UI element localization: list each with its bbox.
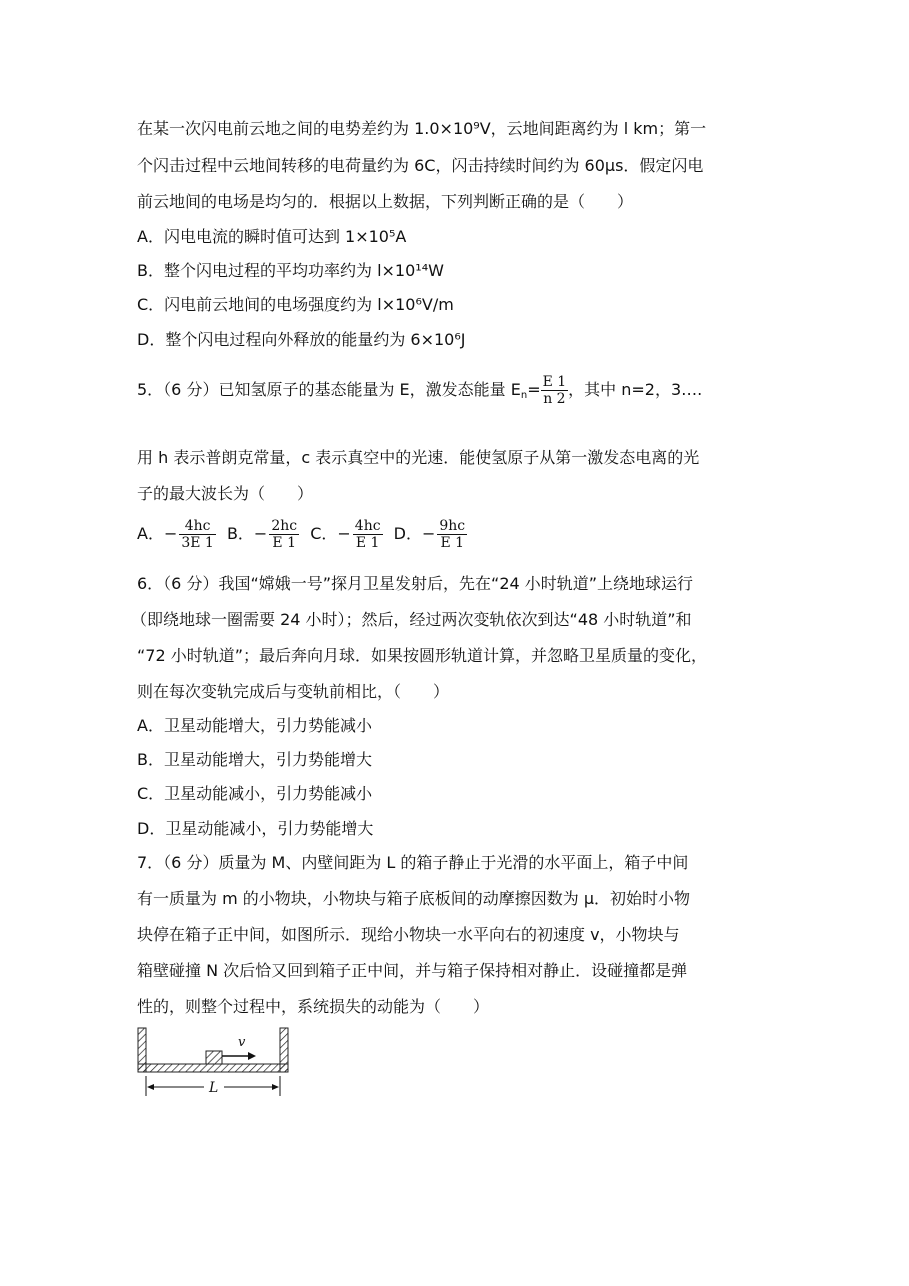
velocity-arrow-head [248, 1052, 256, 1060]
q5-option-b-num: 2hc [271, 518, 298, 534]
q5-option-d [393, 518, 468, 551]
q5-stem-line-3: 子的最大波长为（ ） [137, 484, 314, 503]
q5-option-a-num: 4hc [179, 518, 215, 535]
q5-stem-text-b: ，其中 n=2，3…. [568, 380, 703, 399]
q5-en-equals: = [527, 380, 541, 399]
q6-stem-line-2: （即绕地球一圈需要 24 小时）；然后，经过两次变轨依次到达“48 小时轨道”和 [131, 610, 692, 629]
velocity-label: v [238, 1035, 246, 1050]
q7-stem-line-1: 7．（6 分）质量为 M、内壁间距为 L 的箱子静止于光滑的水平面上，箱子中间 [137, 853, 689, 872]
q5-option-d-den: E 1 [440, 535, 465, 551]
q4-option-d: D．整个闪电过程向外释放的能量约为 6×10⁶J [137, 330, 466, 349]
q6-stem-line-3: “72 小时轨道”；最后奔向月球．如果按圆形轨道计算，并忽略卫星质量的变化， [137, 646, 708, 665]
q5-option-c-fraction [353, 518, 383, 551]
q7-stem-line-3: 块停在箱子正中间，如图所示．现给小物块一水平向右的初速度 v，小物块与 [137, 925, 680, 944]
q5-option-c-den: E 1 [355, 535, 380, 551]
q5-stem-text-a: 5．（6 分）已知氢原子的基态能量为 E，激发态能量 E [137, 380, 521, 399]
q6-option-a: A．卫星动能增大，引力势能减小 [137, 716, 372, 735]
q4-option-c: C．闪电前云地间的电场强度约为 l×10⁶V/m [137, 295, 454, 314]
q5-en-numerator: E 1 [542, 374, 567, 390]
q6-option-b: B．卫星动能增大，引力势能增大 [137, 750, 372, 769]
small-block [206, 1051, 222, 1064]
q5-option-b-fraction [269, 518, 299, 551]
q4-option-a: A．闪电电流的瞬时值可达到 1×10⁵A [137, 227, 407, 246]
q5-option-d-label: D． [393, 524, 422, 543]
box-floor [138, 1064, 288, 1072]
q7-stem-line-2: 有一质量为 m 的小物块，小物块与箱子底板间的动摩擦因数为 μ．初始时小物 [137, 889, 691, 908]
q5-option-b-sign: − [253, 524, 268, 543]
q6-option-d: D．卫星动能减小，引力势能增大 [137, 819, 374, 838]
q5-stem-line-1 [137, 372, 702, 414]
q5-stem-line-2: 用 h 表示普朗克常量，c 表示真空中的光速．能使氢原子从第一激发态电离的光 [137, 448, 700, 467]
q5-option-d-fraction [437, 518, 467, 551]
q5-en-fraction [541, 374, 569, 407]
q5-option-a-label: A． [137, 524, 164, 543]
dim-arrow-right [272, 1084, 279, 1090]
q5-en-subscript: n [520, 390, 528, 401]
q6-stem-line-1: 6．（6 分）我国“嫦娥一号”探月卫星发射后，先在“24 小时轨道”上绕地球运行 [137, 574, 694, 593]
q5-option-a-fraction [179, 518, 215, 551]
q5-option-d-num: 9hc [439, 518, 466, 534]
q5-option-a [137, 518, 216, 551]
q5-option-b-den: E 1 [272, 535, 296, 551]
q5-option-c-num: 4hc [354, 518, 381, 534]
length-label: L [209, 1080, 219, 1096]
q6-option-c: C．卫星动能减小，引力势能减小 [137, 784, 373, 803]
q4-option-b: B．整个闪电过程的平均功率约为 l×10¹⁴W [137, 261, 444, 280]
q5-option-a-den: 3E 1 [181, 535, 214, 551]
q7-stem-line-4: 箱壁碰撞 N 次后恰又回到箱子正中间，并与箱子保持相对静止．设碰撞都是弹 [137, 961, 688, 980]
dim-arrow-left [147, 1084, 154, 1090]
q5-en-denominator: n 2 [543, 391, 566, 407]
q5-option-a-sign: − [163, 524, 178, 543]
q5-option-d-sign: − [421, 524, 436, 543]
q5-option-b [226, 518, 299, 551]
q5-option-c-sign: − [337, 524, 351, 543]
q7-box-figure [134, 1024, 294, 1102]
q4-stem-line-3: 前云地间的电场是均匀的．根据以上数据，下列判断正确的是（ ） [137, 192, 634, 211]
q4-stem-line-2: 个闪击过程中云地间转移的电荷量约为 6C，闪击持续时间约为 60μs．假定闪电 [137, 156, 704, 175]
q5-option-c-label: C． [310, 524, 338, 543]
q5-options [137, 514, 467, 554]
q7-stem-line-5: 性的，则整个过程中，系统损失的动能为（ ） [137, 997, 490, 1016]
q5-option-b-label: B． [226, 524, 254, 543]
q4-stem-line-1: 在某一次闪电前云地之间的电势差约为 1.0×10⁹V，云地间距离约为 l km；第一 [137, 119, 707, 138]
q6-stem-line-4: 则在每次变轨完成后与变轨前相比，（ ） [137, 682, 450, 701]
q5-option-c [310, 518, 382, 551]
